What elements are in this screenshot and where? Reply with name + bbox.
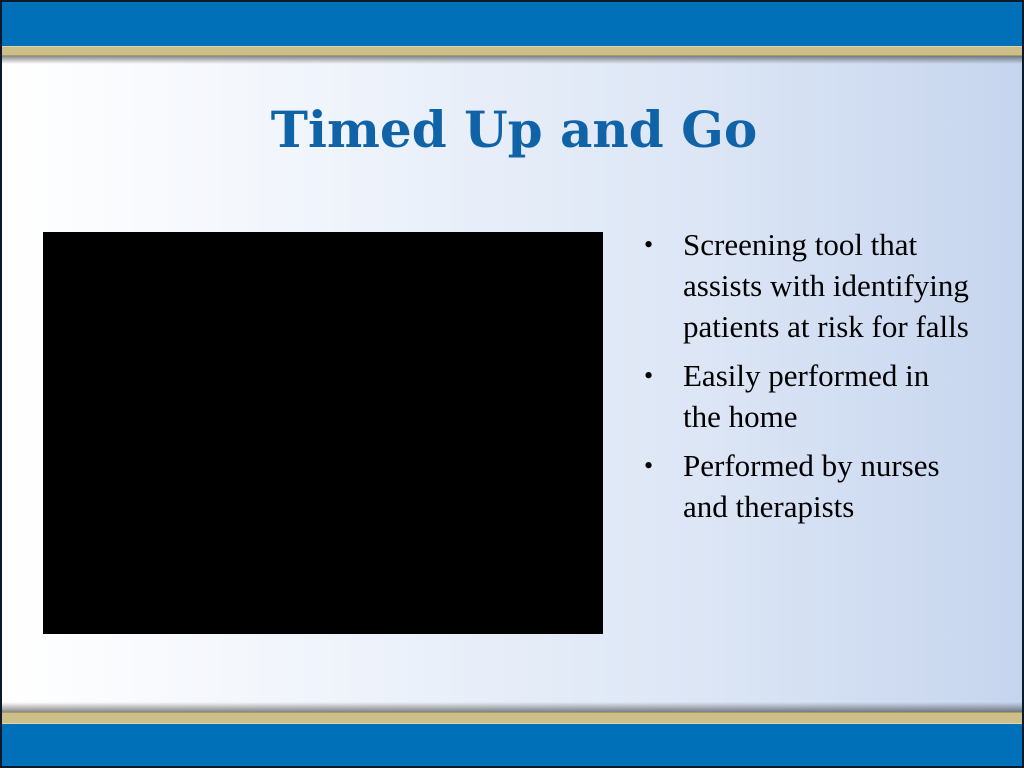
bullet-item bbox=[642, 355, 972, 437]
bullet-text: Easily performed in the home bbox=[683, 358, 930, 434]
bottom-gold-stripe bbox=[2, 712, 1022, 724]
bullet-icon: • bbox=[644, 451, 654, 480]
top-blue-band bbox=[2, 2, 1022, 46]
bottom-blue-band bbox=[2, 724, 1022, 768]
bottom-shadow bbox=[2, 702, 1022, 712]
slide-title: Timed Up and Go bbox=[270, 100, 758, 159]
bullet-icon: • bbox=[644, 361, 654, 390]
top-shadow bbox=[2, 56, 1022, 64]
bullet-text: Performed by nurses and therapists bbox=[683, 448, 940, 524]
bullet-item bbox=[642, 445, 972, 527]
video-frame[interactable] bbox=[43, 232, 603, 634]
bullet-item bbox=[642, 224, 972, 347]
top-gold-stripe bbox=[2, 46, 1022, 56]
bullet-list bbox=[642, 224, 972, 535]
bullet-text: Screening tool that assists with identifying patients at risk for falls bbox=[683, 227, 969, 344]
bullet-icon: • bbox=[644, 230, 654, 259]
